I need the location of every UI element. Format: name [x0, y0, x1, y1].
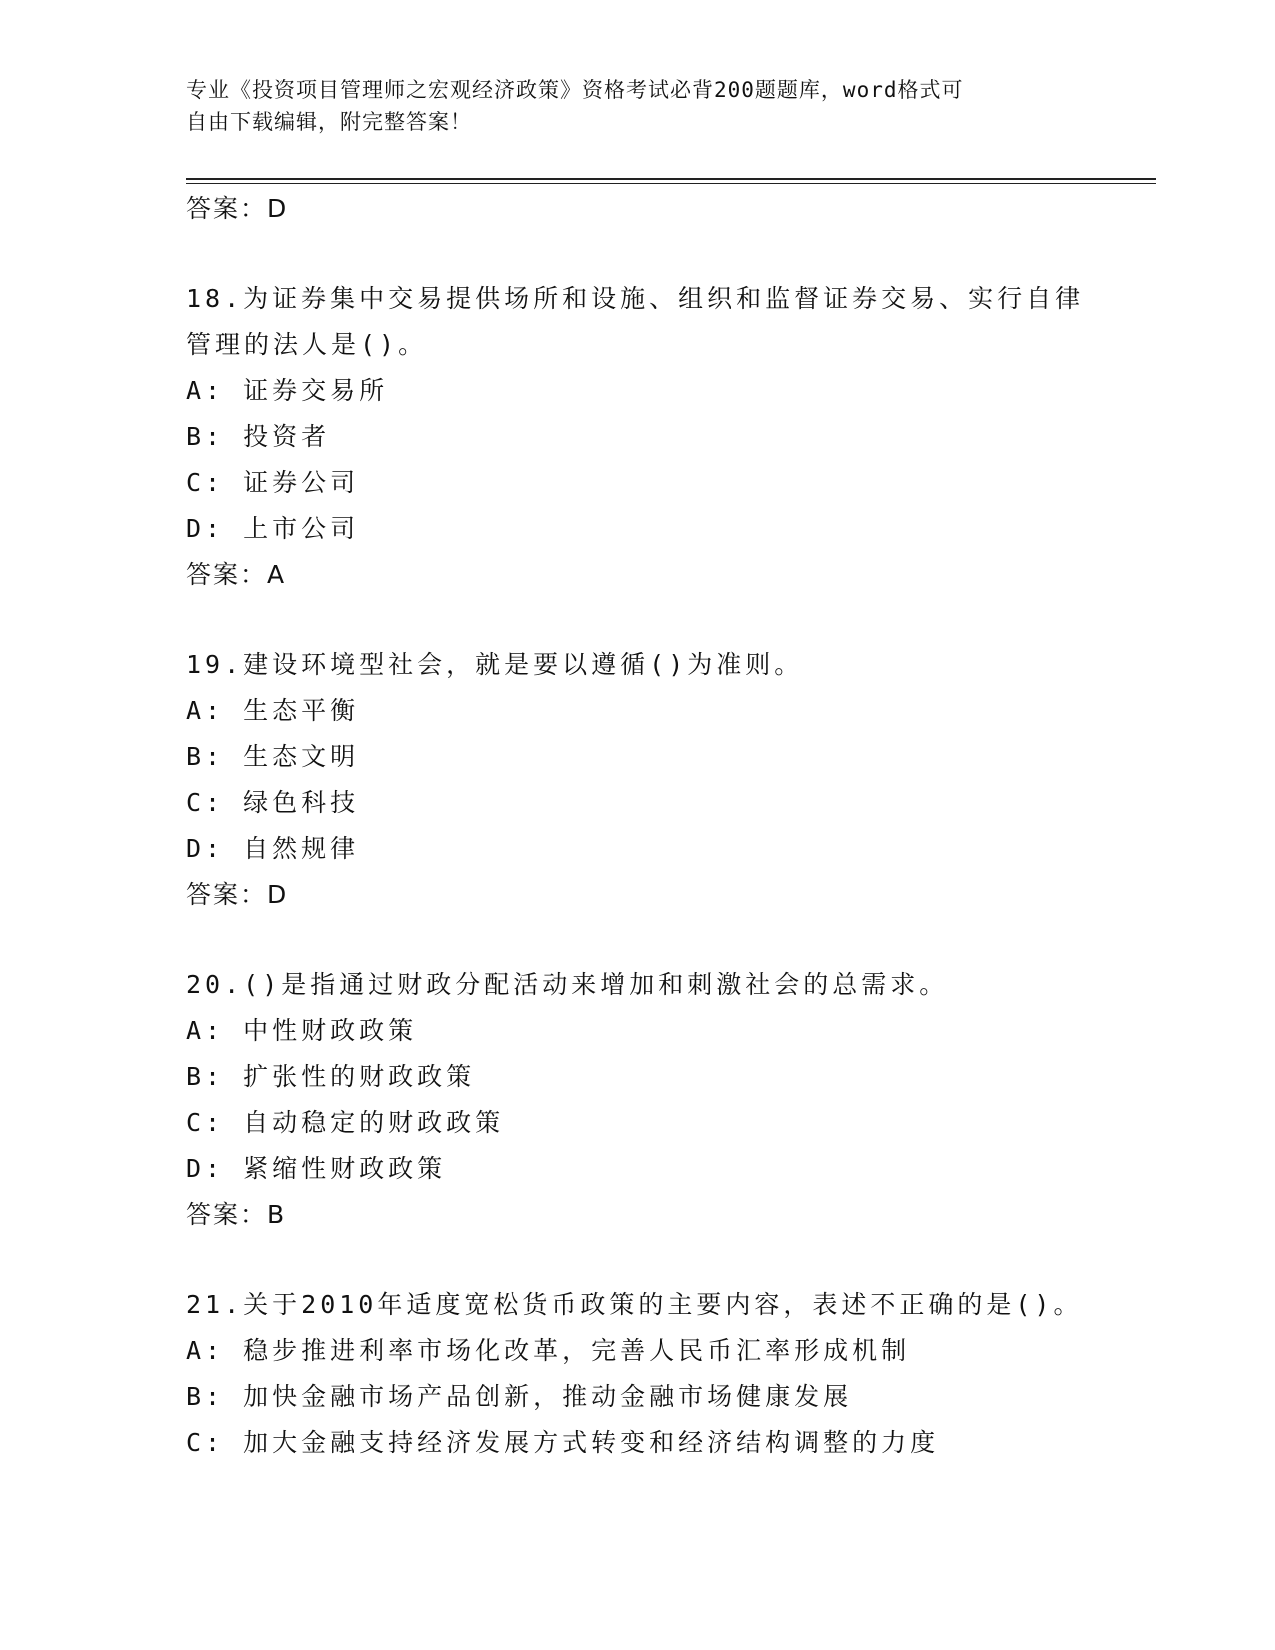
question-stem: 18.为证券集中交易提供场所和设施、组织和监督证券交易、实行自律 [186, 284, 1085, 313]
header-divider-thin [186, 183, 1156, 184]
header-line-1: 专业《投资项目管理师之宏观经济政策》资格考试必背200题题库，word格式可 [186, 78, 964, 102]
option-d: D: 上市公司 [186, 514, 360, 543]
question-21 [186, 1282, 1146, 1466]
option-d: D: 紧缩性财政政策 [186, 1154, 447, 1183]
answer-line: 答案：B [186, 1200, 287, 1229]
header-line-2: 自由下载编辑，附完整答案！ [186, 110, 472, 134]
answer-line: 答案：A [186, 560, 287, 589]
question-18 [186, 276, 1146, 598]
option-b: B: 生态文明 [186, 742, 360, 771]
option-b: B: 扩张性的财政政策 [186, 1062, 476, 1091]
question-20 [186, 962, 1146, 1238]
option-a: A: 证券交易所 [186, 376, 389, 405]
question-19 [186, 642, 1146, 918]
question-stem: 21.关于2010年适度宽松货币政策的主要内容，表述不正确的是()。 [186, 1290, 1083, 1319]
option-a: A: 稳步推进利率市场化改革，完善人民币汇率形成机制 [186, 1336, 911, 1365]
option-b: B: 投资者 [186, 422, 331, 451]
option-d: D: 自然规律 [186, 834, 360, 863]
question-stem: 20.()是指通过财政分配活动来增加和刺激社会的总需求。 [186, 970, 949, 999]
option-a: A: 中性财政政策 [186, 1016, 418, 1045]
document-header [186, 74, 1066, 138]
option-c: C: 加大金融支持经济发展方式转变和经济结构调整的力度 [186, 1428, 940, 1457]
question-stem: 19.建设环境型社会，就是要以遵循()为准则。 [186, 650, 804, 679]
question-stem: 管理的法人是()。 [186, 330, 428, 359]
answer-line: 答案：D [186, 880, 289, 909]
answer-line: 答案：D [186, 194, 289, 223]
option-c: C: 证券公司 [186, 468, 360, 497]
option-a: A: 生态平衡 [186, 696, 360, 725]
header-divider [186, 178, 1156, 180]
option-b: B: 加快金融市场产品创新，推动金融市场健康发展 [186, 1382, 853, 1411]
option-c: C: 绿色科技 [186, 788, 360, 817]
option-c: C: 自动稳定的财政政策 [186, 1108, 505, 1137]
question-list [186, 186, 1146, 1466]
